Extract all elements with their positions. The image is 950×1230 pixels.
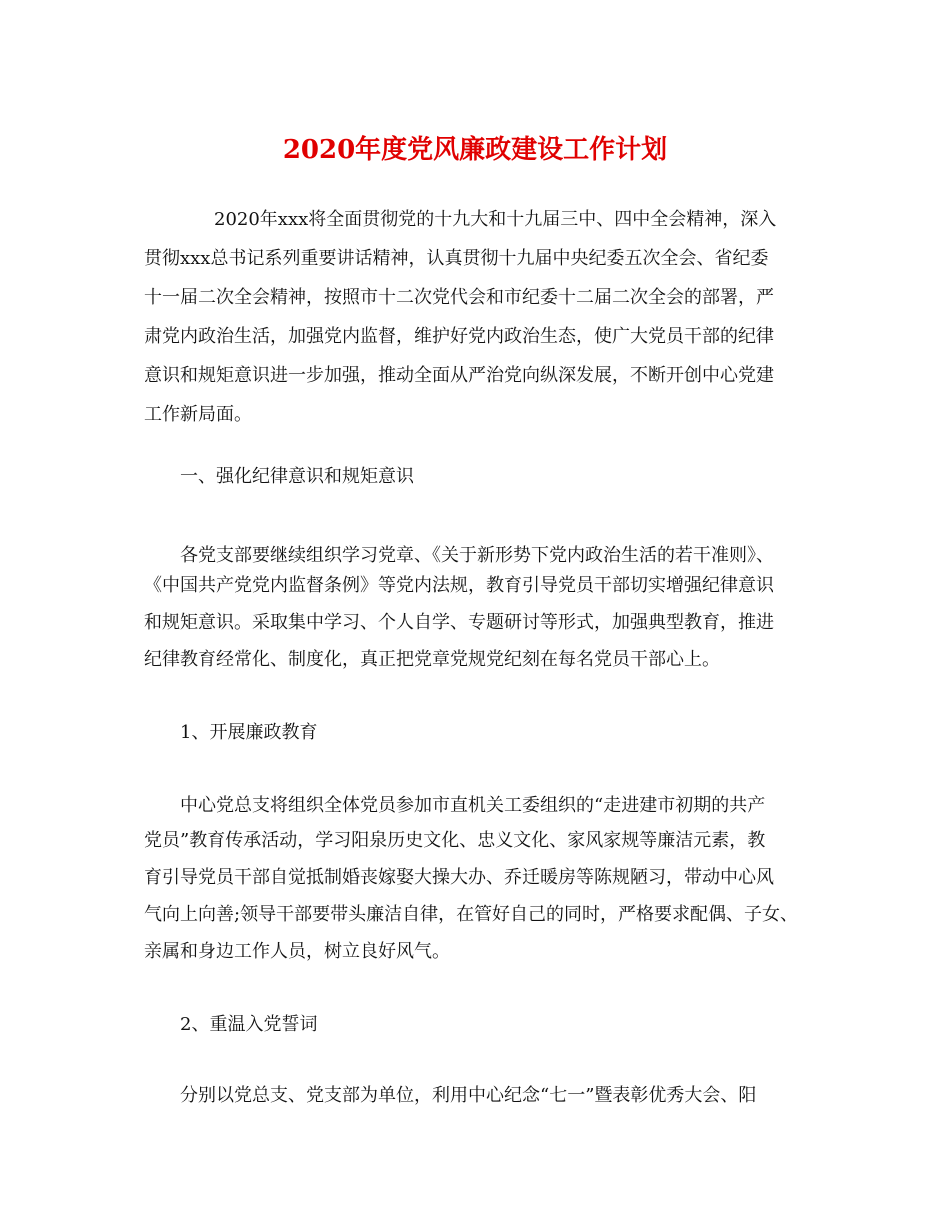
paragraph-line: 各党支部要继续组织学习党章、《关于新形势下党内政治生活的若干准则》、 [180, 545, 774, 566]
subsection-heading: 1、开展廉政教育 [180, 722, 318, 743]
paragraph-line: 气向上向善;领导干部要带头廉洁自律，在管好自己的同时，严格要求配偶、子女、 [144, 904, 799, 925]
paragraph-line: 《中国共产党党内监督条例》等党内法规，教育引导党员干部切实增强纪律意识 [144, 575, 774, 596]
paragraph-line: 育引导党员干部自觉抵制婚丧嫁娶大操大办、乔迁暖房等陈规陋习，带动中心风 [144, 867, 774, 888]
paragraph-line: 亲属和身边工作人员，树立良好风气。 [144, 941, 450, 962]
paragraph-line: 肃党内政治生活，加强党内监督，维护好党内政治生态，使广大党员干部的纪律 [144, 326, 774, 347]
paragraph-line: 工作新局面。 [144, 404, 252, 425]
paragraph-line: 党员”教育传承活动，学习阳泉历史文化、忠义文化、家风家规等廉洁元素，教 [144, 830, 766, 851]
subsection-heading: 2、重温入党誓词 [180, 1014, 318, 1035]
paragraph-line: 纪律教育经常化、制度化，真正把党章党规党纪刻在每名党员干部心上。 [144, 649, 720, 670]
paragraph-line: 贯彻xxx总书记系列重要讲话精神，认真贯彻十九届中央纪委五次全会、省纪委 [144, 248, 769, 269]
document-title: 2020年度党风廉政建设工作计划 [282, 135, 668, 165]
paragraph-line: 2020年xxx将全面贯彻党的十九大和十九届三中、四中全会精神，深入 [214, 209, 777, 230]
paragraph-line: 意识和规矩意识进一步加强，推动全面从严治党向纵深发展，不断开创中心党建 [144, 365, 774, 386]
paragraph-line: 和规矩意识。采取集中学习、个人自学、专题研讨等形式，加强典型教育，推进 [144, 612, 774, 633]
section-heading: 一、强化纪律意识和规矩意识 [180, 466, 414, 487]
paragraph-line: 分别以党总支、党支部为单位，利用中心纪念“七一”暨表彰优秀大会、阳 [180, 1085, 757, 1106]
paragraph-line: 十一届二次全会精神，按照市十二次党代会和市纪委十二届二次全会的部署，严 [144, 287, 774, 308]
paragraph-line: 中心党总支将组织全体党员参加市直机关工委组织的“走进建市初期的共产 [180, 795, 766, 816]
